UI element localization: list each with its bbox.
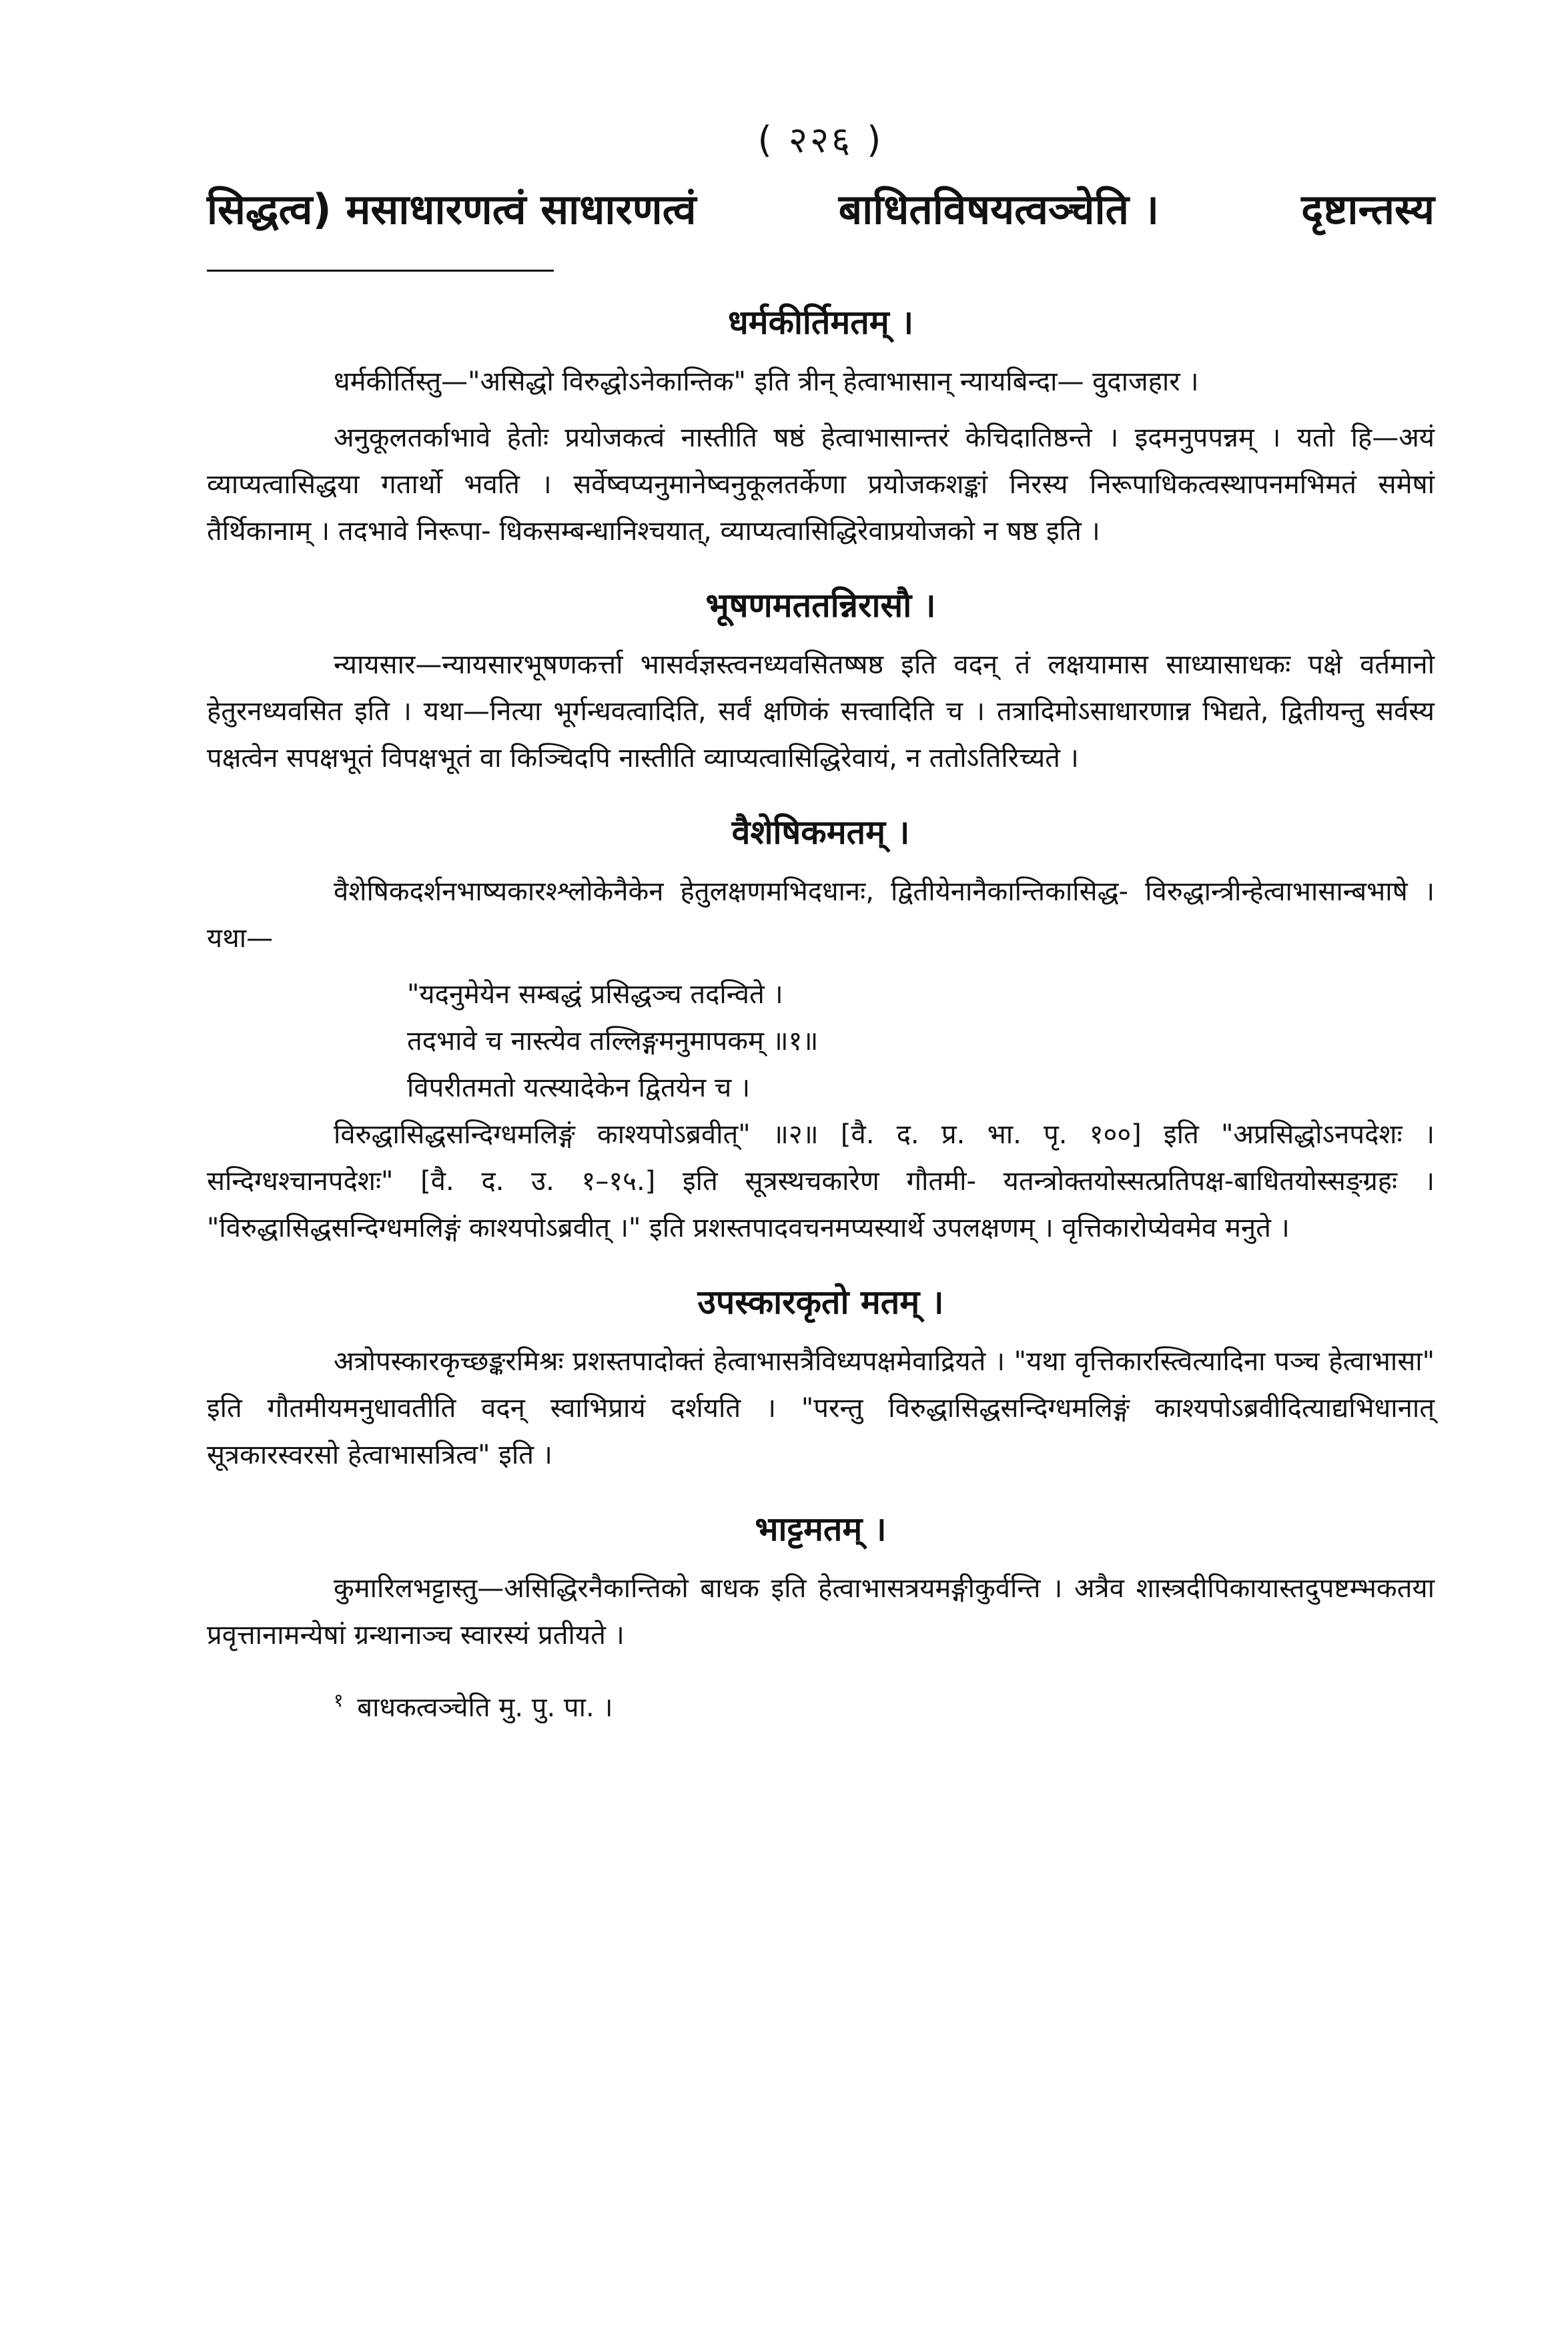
paragraph: अत्रोपस्कारकृच्छङ्करमिश्रः प्रशस्तपादोक्तं हेत्वाभासत्रैविध्यपक्षमेवाद्रियते । "यथा वृत्तिकारस्त्वित्यादिना पञ्च हेत्वाभासा" इति गौतमीयमनुधावतीति वदन् स्वाभिप्रायं दर्शयति । "परन्तु विरुद्धासिद्धसन्दिग्धमलिङ्गं काश्यपोऽब्रवीदित्याद्यभिधानात् सूत्रकारस्वरसो हेत्वाभासत्रित्व" इति । — [207, 1346, 1435, 1470]
continuation-line — [207, 180, 1435, 236]
verse-line: "यदनुमेयेन सम्बद्धं प्रसिद्धञ्च तदन्विते । — [407, 979, 783, 1010]
continuation-right: दृष्टान्तस्य — [1301, 185, 1435, 234]
footnote — [207, 1677, 1435, 1731]
verse-line: तदभावे च नास्त्येव तल्लिङ्गमनुमापकम् ॥१॥ — [407, 1026, 819, 1057]
section-vaisheshika — [207, 808, 1435, 1251]
continuation-middle: बाधितविषयत्वञ्चेति । — [838, 185, 1160, 234]
section-heading: वैशेषिकमतम् । — [731, 813, 910, 852]
section-heading: धर्मकीर्तिमतम् । — [727, 303, 914, 342]
paragraph: विरुद्धासिद्धसन्दिग्धमलिङ्गं काश्यपोऽब्रवीत्" ॥२॥ [वै. द. प्र. भा. पृ. १००] इति "अप्रसिद्धोऽनपदेशः । सन्दिग्धश्चानपदेशः" [वै. द. उ. १–१५.] इति सूत्रस्थचकारेण गौतमी- यतन्त्रोक्तयोस्सत्प्रतिपक्ष-बाधितयोस्सङ्ग्रहः । "विरुद्धासिद्धसन्दिग्धमलिङ्गं काश्यपोऽब्रवीत् ।" इति प्रशस्तपादवचनमप्यस्यार्थे उपलक्षणम् । वृत्तिकारोप्येवमेव मनुते । — [207, 1119, 1435, 1243]
section-heading: भाट्टमतम् । — [755, 1510, 887, 1548]
paragraph: अनुकूलतर्काभावे हेतोः प्रयोजकत्वं नास्तीति षष्ठं हेत्वाभासान्तरं केचिदातिष्ठन्ते । इदमनुपपन्नम् । यतो हि—अयं व्याप्यत्वासिद्धया गतार्थो भवति । सर्वेष्वप्यनुमानेष्वनुकूलतर्केणा प्रयोजकशङ्कां निरस्य निरूपाधिकत्वस्थापनमभिमतं समेषां तैर्थिकानाम् । तदभावे निरूपा- धिकसम्बन्धानिश्चयात्, व्याप्यत्वासिद्धिरेवाप्रयोजको न षष्ठ इति । — [207, 422, 1435, 547]
section-bhatta — [207, 1505, 1435, 1659]
section-heading: उपस्कारकृतो मतम् । — [697, 1283, 944, 1322]
separator-rule — [207, 270, 554, 272]
section-dharmakirti — [207, 298, 1435, 555]
footnote-mark: १ — [334, 1689, 344, 1711]
section-bhushana — [207, 581, 1435, 782]
section-upaskara — [207, 1278, 1435, 1478]
paragraph: कुमारिलभट्टास्तु—असिद्धिरनैकान्तिको बाधक इति हेत्वाभासत्रयमङ्गीकुर्वन्ति । अत्रैव शास्त्रदीपिकायास्तदुपष्टम्भकतया प्रवृत्तानामन्येषां ग्रन्थानाञ्च स्वारस्यं प्रतीयते । — [207, 1573, 1435, 1651]
page-number: ( २२६ ) — [757, 119, 884, 161]
verse-line: विपरीतमतो यत्स्यादेकेन द्वितयेन च । — [407, 1073, 751, 1103]
footnote-text: बाधकत्वञ्चेति मु. पु. पा. । — [357, 1692, 613, 1723]
paragraph: वैशेषिकदर्शनभाष्यकारश्श्लोकेनैकेन हेतुलक्षणमभिदधानः, द्वितीयेनानैकान्तिकासिद्ध- विरुद्धान्त्रीन्हेत्वाभासान्बभाषे । यथा— — [207, 876, 1435, 954]
section-heading: भूषणमततन्निरासौ । — [705, 586, 936, 625]
paragraph: धर्मकीर्तिस्तु—"असिद्धो विरुद्धोऽनेकान्तिक" इति त्रीन् हेत्वाभासान् न्यायबिन्दा— वुदाजहार । — [334, 366, 1199, 397]
paragraph: न्यायसार—न्यायसारभूषणकर्त्ता भासर्वज्ञस्त्वनध्यवसितष्षष्ठ इति वदन् तं लक्षयामास साध्यासाधकः पक्षे वर्तमानो हेतुरनध्यवसित इति । यथा—नित्या भूर्गन्धवत्वादिति, सर्वं क्षणिकं सत्त्वादिति च । तत्रादिमोऽसाधारणान्न भिद्यते, द्वितीयन्तु सर्वस्य पक्षत्वेन सपक्षभूतं विपक्षभूतं वा किञ्चिदपि नास्तीति व्याप्यत्वासिद्धिरेवायं, न ततोऽतिरिच्यते । — [207, 649, 1435, 774]
continuation-left: सिद्धत्व) मसाधारणत्वं साधारणत्वं — [207, 185, 697, 234]
